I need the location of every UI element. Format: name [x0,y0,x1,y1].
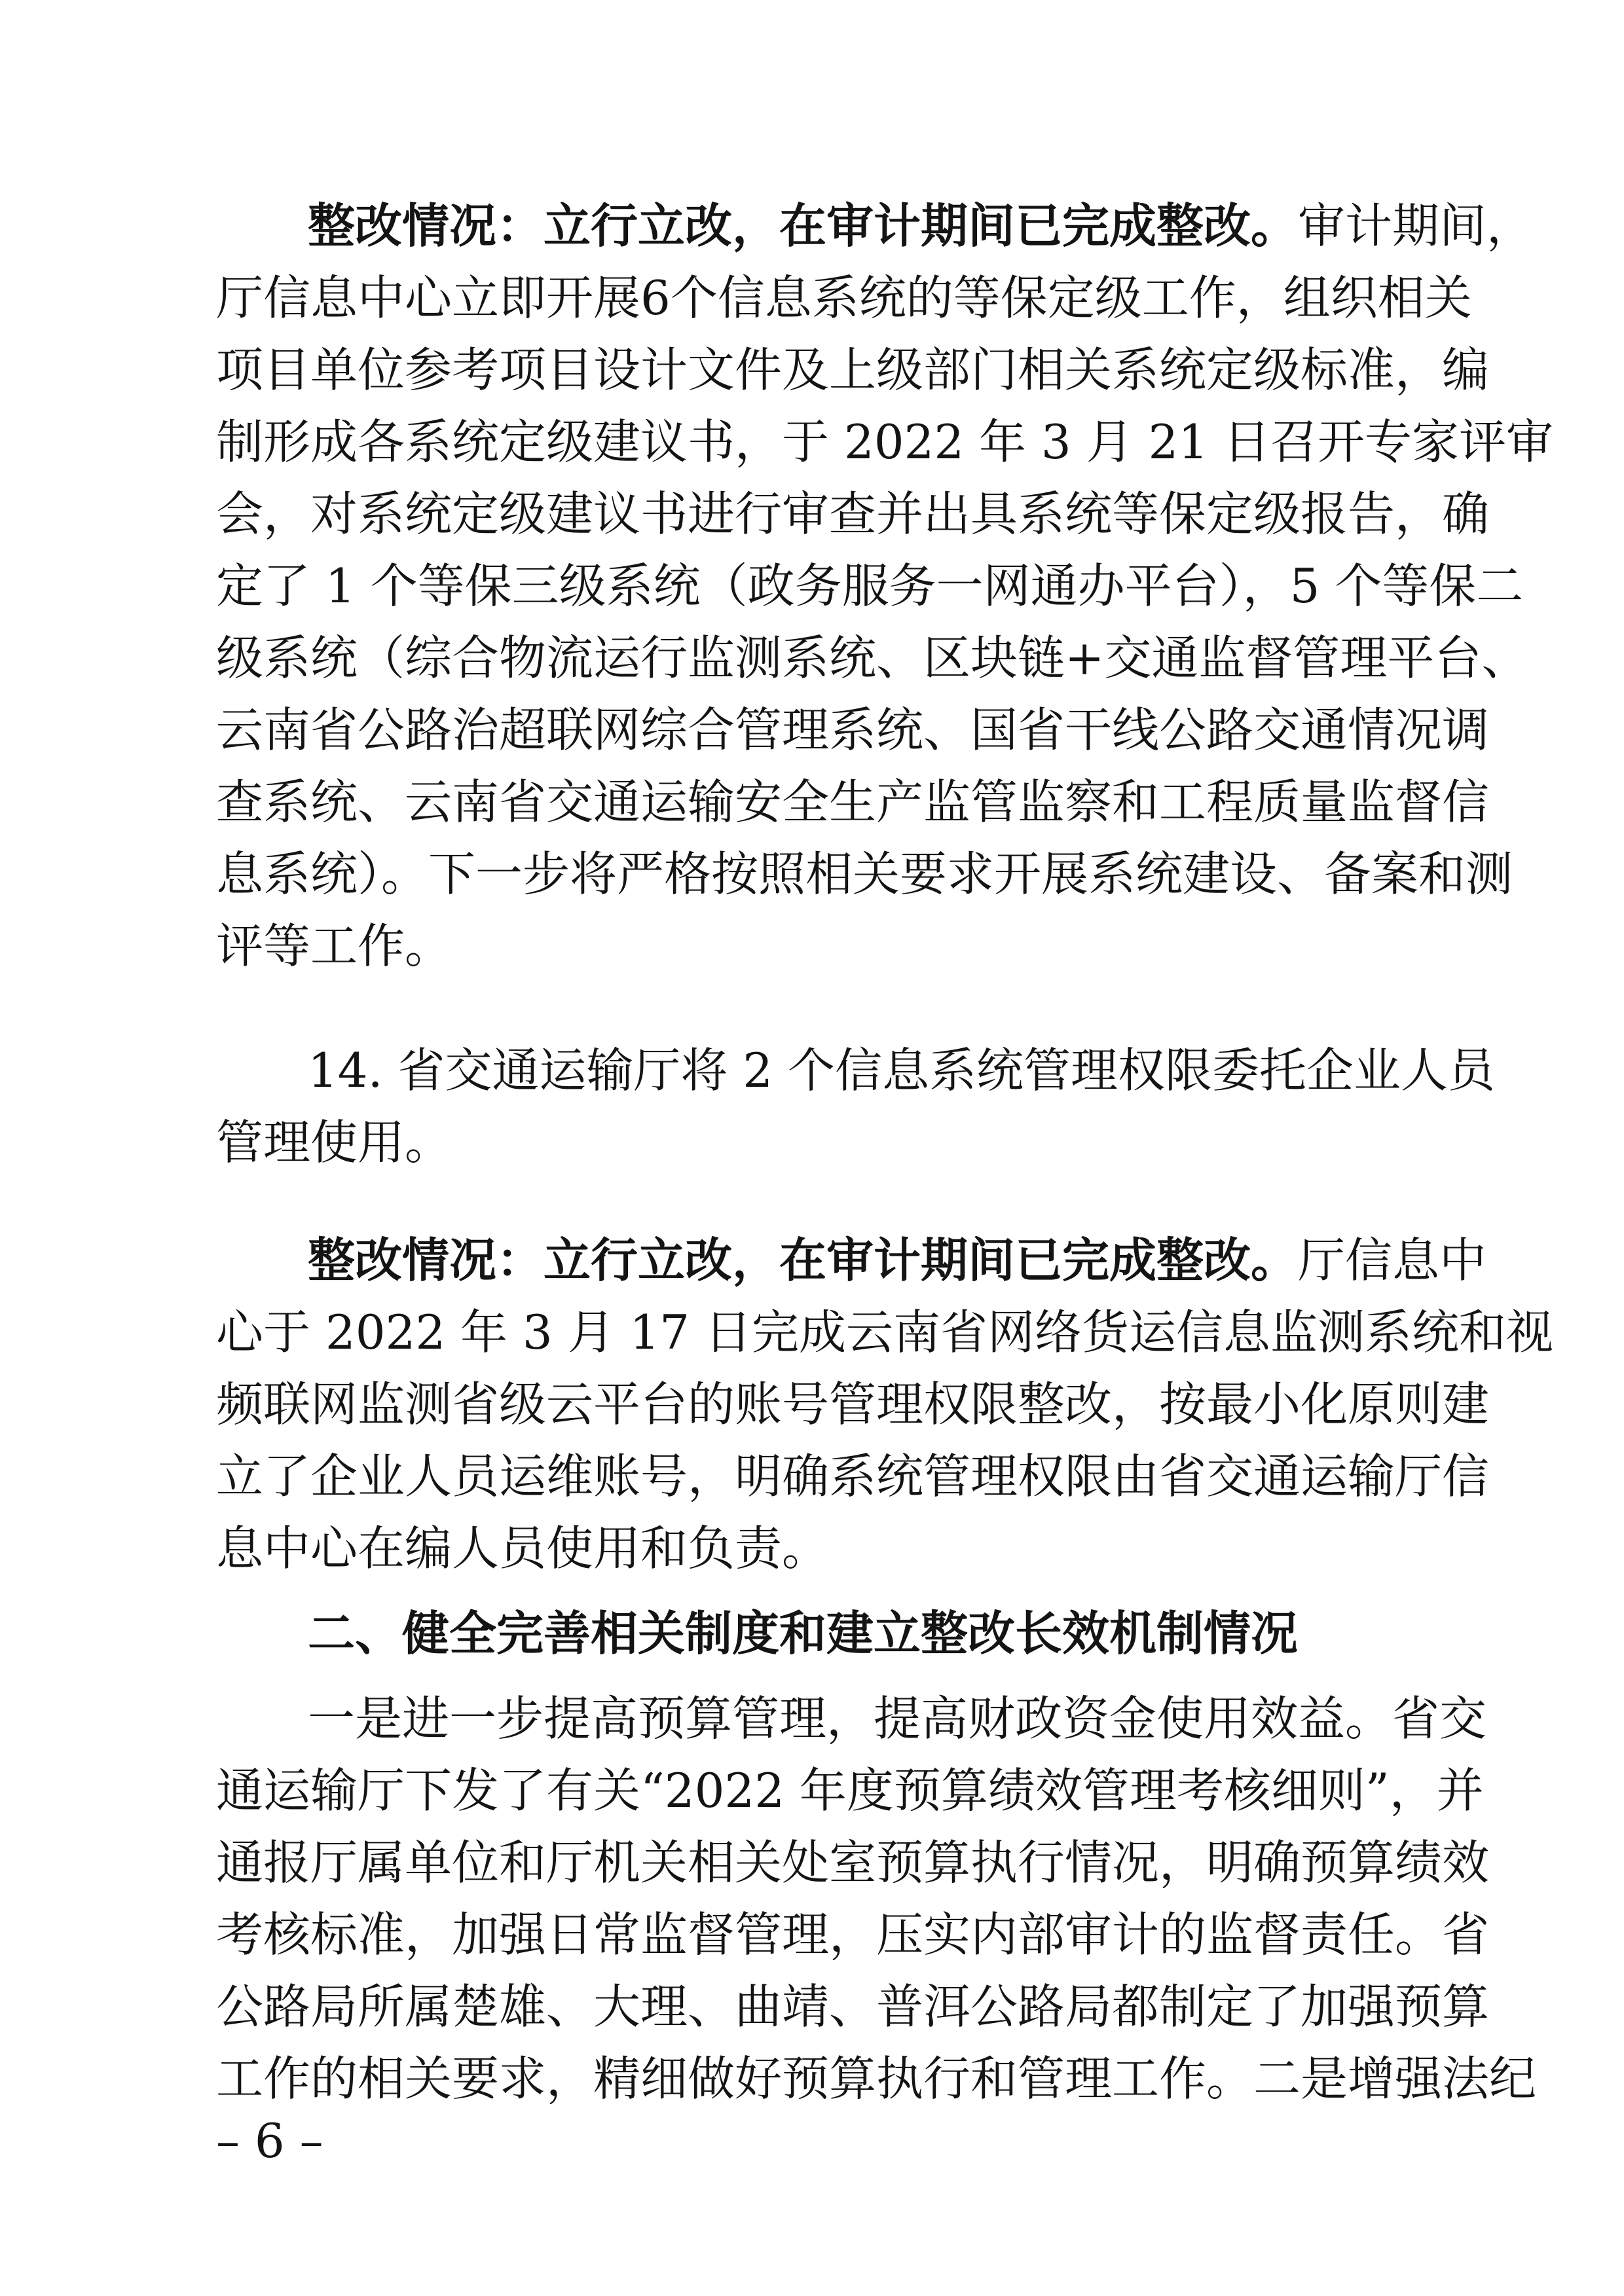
paragraph-line: 通运输厅下发了有关“2022 年度预算绩效管理考核细则”，并 [216,1763,1484,1818]
paragraph-line: 通报厅属单位和厅机关相关处室预算执行情况，明确预算绩效 [216,1835,1490,1890]
paragraph-line: 公路局所属楚雄、大理、曲靖、普洱公路局都制定了加强预算 [216,1979,1490,2034]
paragraph-line: 云南省公路治超联网综合管理系统、国省干线公路交通情况调 [216,702,1490,757]
paragraph-line: 厅信息中心立即开展6个信息系统的等保定级工作，组织相关 [216,270,1472,325]
paragraph-line: 考核标准，加强日常监督管理，压实内部审计的监督责任。省 [216,1907,1490,1962]
paragraph-line [308,190,1534,262]
paragraph-line: 一是进一步提高预算管理，提高财政资金使用效益。省交 [308,1691,1487,1746]
paragraph-line: 心于 2022 年 3 月 17 日完成云南省网络货运信息监测系统和视 [216,1305,1553,1360]
section-heading: 二、健全完善相关制度和建立整改长效机制情况 [308,1606,1299,1661]
paragraph-line: 查系统、云南省交通运输安全生产监管监察和工程质量监督信 [216,774,1490,829]
paragraph-line: 管理使用。 [216,1115,452,1170]
paragraph-line: 会，对系统定级建议书进行审查并出具系统等保定级报告，确 [216,486,1490,541]
rectification-status-label: 整改情况：立行立改，在审计期间已完成整改。 [308,1232,1299,1288]
paragraph-text: 厅信息中 [1298,1233,1487,1288]
paragraph-line: 评等工作。 [216,919,452,974]
audit-item-14: 14. 省交通运输厅将 2 个信息系统管理权限委托企业人员 [308,1043,1495,1098]
paragraph-line: 立了企业人员运维账号，明确系统管理权限由省交通运输厅信 [216,1449,1490,1504]
paragraph-line: 频联网监测省级云平台的账号管理权限整改，按最小化原则建 [216,1377,1490,1432]
paragraph-line [308,1224,1487,1296]
paragraph-line: 级系统（综合物流运行监测系统、区块链+交通监督管理平台、 [216,630,1529,685]
paragraph-line: 定了 1 个等保三级系统（政务服务一网通办平台），5 个等保二 [216,558,1524,613]
paragraph-line: 息系统）。下一步将严格按照相关要求开展系统建设、备案和测 [216,847,1513,902]
rectification-status-label: 整改情况：立行立改，在审计期间已完成整改。 [308,198,1299,253]
page-number: – 6 – [216,2113,323,2168]
paragraph-text: 审计期间， [1298,198,1534,253]
paragraph-line: 制形成各系统定级建议书，于 2022 年 3 月 21 日召开专家评审 [216,414,1553,469]
paragraph-line: 工作的相关要求，精细做好预算执行和管理工作。二是增强法纪 [216,2051,1537,2106]
paragraph-line: 项目单位参考项目设计文件及上级部门相关系统定级标准，编 [216,342,1490,397]
paragraph-line: 息中心在编人员使用和负责。 [216,1521,830,1576]
